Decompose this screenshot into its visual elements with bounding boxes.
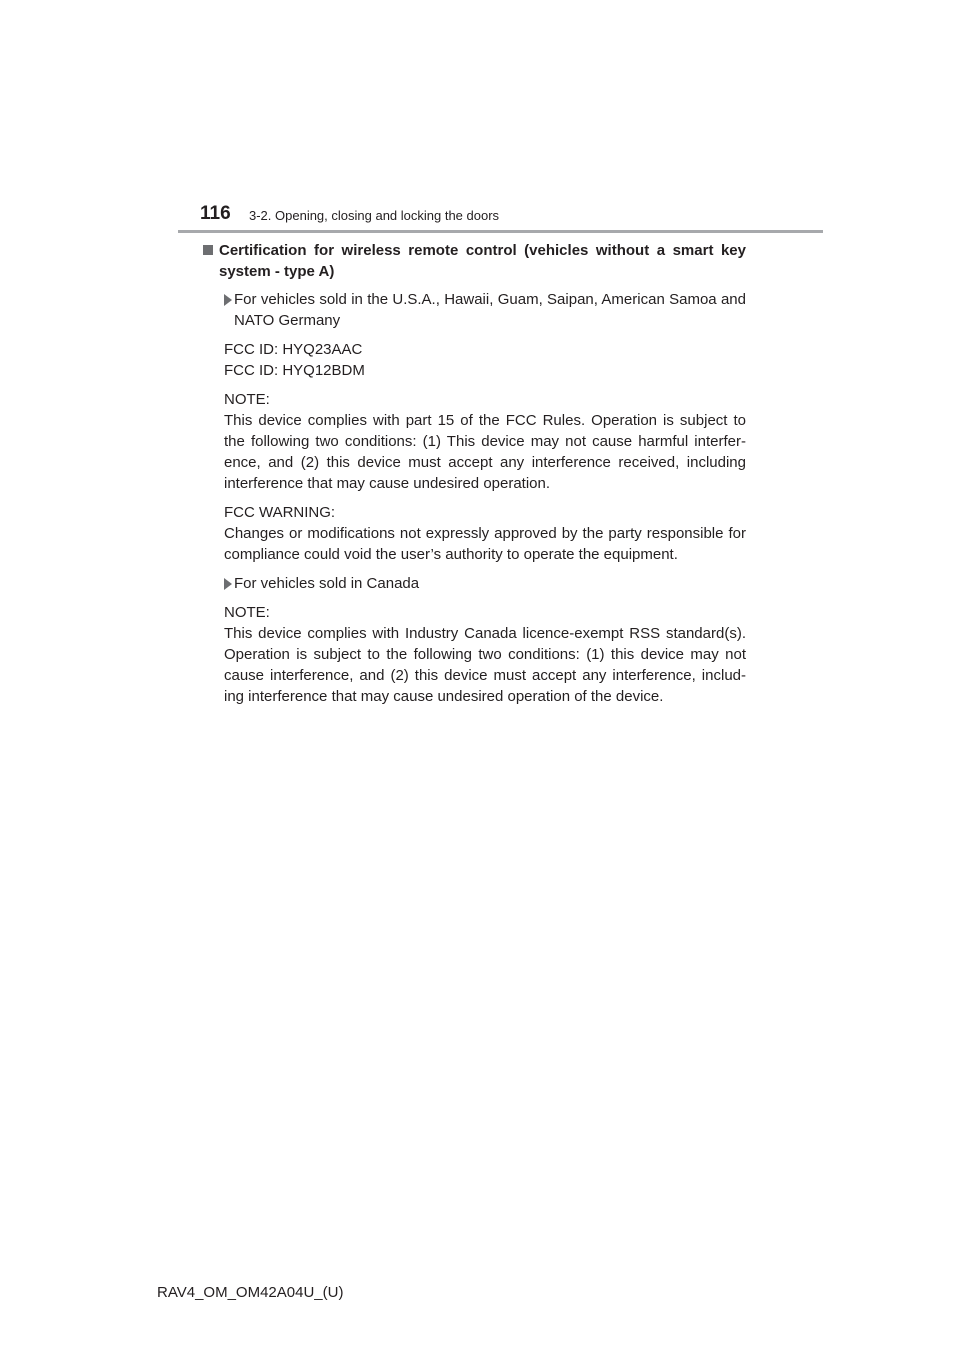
note-label-2: NOTE: [224,604,270,621]
warning-text: Changes or modifications not expressly approved by the party responsible for compliance could void the user’s authority to operate the equipment. [224,525,746,563]
warning-label: FCC WARNING: [224,504,336,521]
note-text-2: This device complies with Industry Canada licence-exempt RSS standard(s). Operation is subject to the following two conditions: (1) this device may not cause interference, and (2) this device must accept any interference, includ-ing interference that may cause undesired operation of the device. [224,625,746,705]
section-heading-text: Certification for wireless remote control (vehicles without a smart key system - type A) [219,242,746,280]
triangle-bullet-icon [224,294,232,306]
page-header [178,203,823,235]
page-content [201,240,746,715]
bullet-canada [201,573,746,594]
header-divider [178,230,823,233]
section-heading [201,240,746,282]
page-number: 116 [200,203,231,224]
triangle-bullet-icon [224,578,232,590]
warning-block [201,502,746,565]
document-code: RAV4_OM_OM42A04U_(U) [157,1284,344,1301]
fcc-id-1: FCC ID: HYQ23AAC [224,341,363,358]
note-label-1: NOTE: [224,391,270,408]
bullet-usa [201,289,746,331]
square-bullet-icon [203,245,213,255]
note-block-2 [201,602,746,707]
note-text-1: This device complies with part 15 of the FCC Rules. Operation is subject to the following two conditions: (1) This device may not cause harmful interfer-ence, and (2) this device must accept any interference received, including interference that may cause undesired operation. [224,412,746,492]
section-title: 3-2. Opening, closing and locking the doors [249,208,500,223]
bullet-canada-text: For vehicles sold in Canada [234,575,420,592]
note-block-1 [201,389,746,494]
fcc-id-block [201,339,746,381]
bullet-usa-text: For vehicles sold in the U.S.A., Hawaii, Guam, Saipan, American Samoa and NATO Germany [234,291,746,329]
fcc-id-2: FCC ID: HYQ12BDM [224,362,365,379]
